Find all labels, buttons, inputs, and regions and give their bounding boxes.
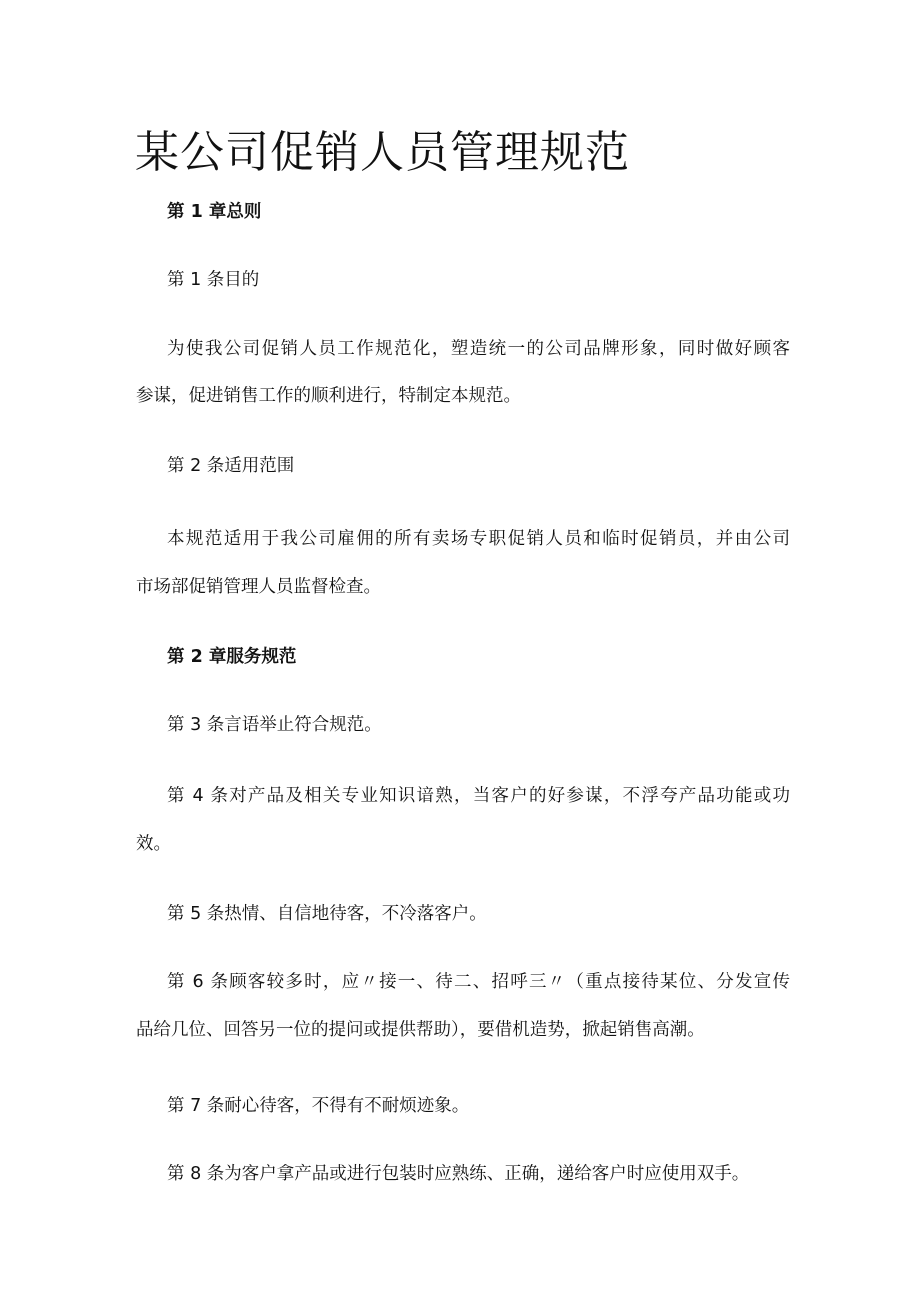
document-title: 某公司促销人员管理规范 [135, 127, 630, 178]
article-4-text-line-1: 第 4 条对产品及相关专业知识谙熟，当客户的好参谋，不浮夸产品功能或功 [167, 786, 790, 806]
article-2-heading: 第 2 条适用范围 [167, 456, 295, 476]
article-1-heading: 第 1 条目的 [167, 270, 260, 290]
article-6-text-line-2: 品给几位、回答另一位的提问或提供帮助），要借机造势，掀起销售高潮。 [136, 1020, 705, 1040]
article-7-text: 第 7 条耐心待客，不得有不耐烦迹象。 [167, 1096, 470, 1116]
chapter-2-heading: 第 2 章服务规范 [167, 647, 297, 667]
article-3-text: 第 3 条言语举止符合规范。 [167, 715, 382, 735]
article-2-text-line-2: 市场部促销管理人员监督检查。 [136, 577, 381, 597]
chapter-1-heading: 第 1 章总则 [167, 202, 262, 222]
article-5-text: 第 5 条热情、自信地待客，不冷落客户。 [167, 904, 487, 924]
article-4-text-line-2: 效。 [136, 834, 171, 854]
article-1-text-line-1: 为使我公司促销人员工作规范化，塑造统一的公司品牌形象，同时做好顾客 [167, 339, 790, 359]
article-8-text: 第 8 条为客户拿产品或进行包装时应熟练、正确，递给客户时应使用双手。 [167, 1164, 750, 1184]
article-1-text-line-2: 参谋，促进销售工作的顺利进行，特制定本规范。 [136, 386, 521, 406]
article-6-text-line-1: 第 6 条顾客较多时，应〃接一、待二、招呼三〃（重点接待某位、分发宣传 [167, 972, 790, 992]
article-2-text-line-1: 本规范适用于我公司雇佣的所有卖场专职促销人员和临时促销员，并由公司 [167, 529, 790, 549]
